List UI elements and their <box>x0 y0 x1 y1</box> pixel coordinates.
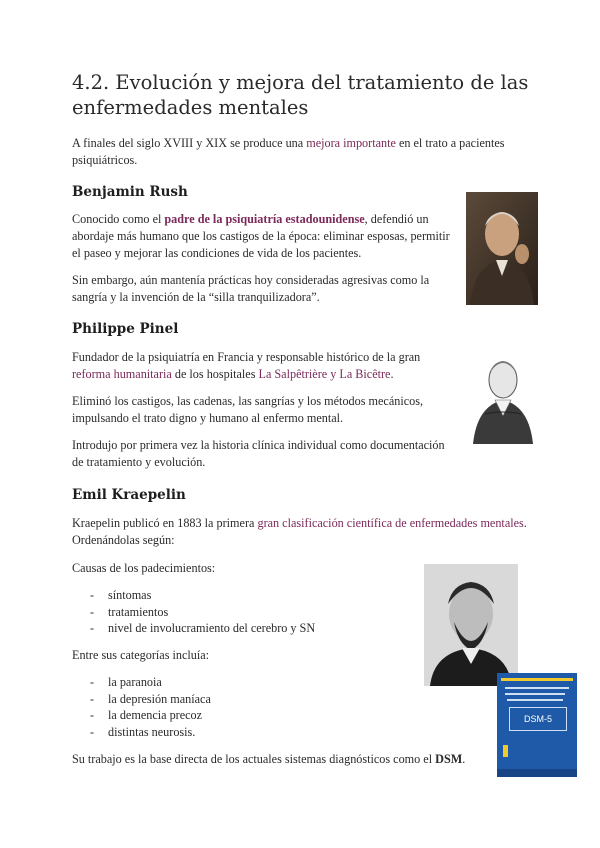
pinel-paragraph-3: Introdujo por primera vez la historia clínica individual como documentación de tratamiento y evolución. <box>72 438 445 469</box>
closing-paragraph: Su trabajo es la base directa de los actuales sistemas diagnósticos como el DSM. <box>72 752 466 766</box>
list-item: - tratamientos <box>90 604 315 621</box>
book-cover-label: DSM-5 <box>523 714 552 724</box>
pinel-paragraph-1: Fundador de la psiquiatría en Francia y responsable histórico de la gran reforma humanitaria de los hospitales La Salpêtrière y La Bicêtre. <box>72 350 421 381</box>
list-item: - la paranoia <box>90 674 211 691</box>
pinel-highlight-reform: reforma humanitaria <box>72 367 172 381</box>
pinel-portrait-image <box>465 344 540 444</box>
list-item: - síntomas <box>90 587 315 604</box>
intro-paragraph: A finales del siglo XVIII y XIX se produce una mejora importante en el trato a pacientes psiquiátricos. <box>72 136 505 167</box>
book-label-box <box>509 707 567 731</box>
list-item: - nivel de involucramiento del cerebro y SN <box>90 620 315 637</box>
kraepelin-portrait-image <box>424 564 518 686</box>
heading-emil-kraepelin: Emil Kraepelin <box>72 487 186 503</box>
book-accent <box>503 745 508 757</box>
intro-highlight: mejora importante <box>306 136 396 150</box>
heading-benjamin-rush: Benjamin Rush <box>72 184 188 200</box>
dsm5-book-cover-image <box>497 673 577 777</box>
rush-portrait-image <box>466 192 538 305</box>
heading-philippe-pinel: Philippe Pinel <box>72 321 179 337</box>
rush-highlight: padre de la psiquiatría estadounidense <box>164 212 365 226</box>
list-item: - distintas neurosis. <box>90 724 211 741</box>
book-footer <box>497 769 577 777</box>
list-item: - la depresión maníaca <box>90 691 211 708</box>
list-item: - la demencia precoz <box>90 707 211 724</box>
categories-list <box>90 674 211 740</box>
rush-paragraph-2: Sin embargo, aún mantenía prácticas hoy consideradas agresivas como la sangría y la invención de la “silla tranquilizadora”. <box>72 273 430 304</box>
book-title-line <box>505 693 565 695</box>
rush-paragraph-1: Conocido como el padre de la psiquiatría estadounidense, defendió un abordaje más humano que los castigos de la época: eliminar esposas, permitir el paseo y mejorar las condiciones de vida de los pacientes. <box>72 212 450 260</box>
section-title: 4.2. Evolución y mejora del tratamiento de las enfermedades mentales <box>72 71 529 119</box>
kraepelin-paragraph-1: Kraepelin publicó en 1883 la primera gran clasificación científica de enfermedades mentales. Ordenándolas según: <box>72 516 527 547</box>
dsm-term: DSM <box>435 752 463 766</box>
book-title-line <box>507 699 563 701</box>
book-stripe <box>501 678 573 681</box>
causes-label: Causas de los padecimientos: <box>72 561 216 575</box>
kraepelin-highlight: gran clasificación científica de enfermedades mentales <box>257 516 524 530</box>
pinel-highlight-hospitals: La Salpêtrière y La Bicêtre <box>258 367 391 381</box>
book-title-line <box>505 687 569 689</box>
causes-list <box>90 587 315 637</box>
categories-label: Entre sus categorías incluía: <box>72 648 210 662</box>
pinel-paragraph-2: Eliminó los castigos, las cadenas, las sangrías y los métodos mecánicos, impulsando el trato digno y humano al enfermo mental. <box>72 394 423 425</box>
